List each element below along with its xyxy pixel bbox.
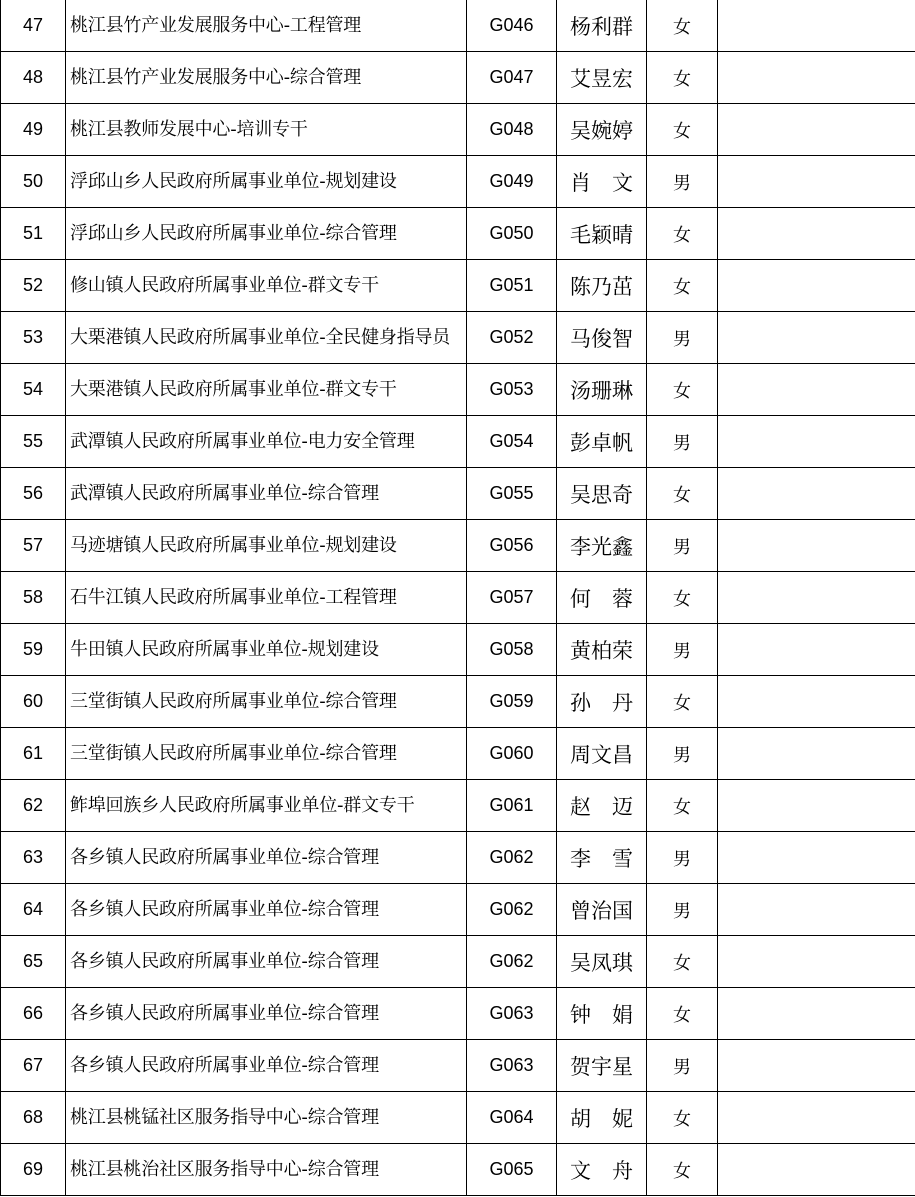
gender-cell: 女 [647,572,718,624]
gender-cell: 男 [647,1040,718,1092]
position-unit-cell: 修山镇人民政府所属事业单位-群文专干 [66,260,467,312]
candidate-name-cell: 孙 丹 [557,676,647,728]
position-unit-cell: 浮邱山乡人民政府所属事业单位-规划建设 [66,156,467,208]
row-number-cell: 60 [1,676,66,728]
row-number-cell: 47 [1,0,66,52]
roster-body [1,0,915,1196]
table-row [1,312,915,364]
gender-cell: 女 [647,936,718,988]
table-row [1,832,915,884]
position-unit-cell: 马迹塘镇人民政府所属事业单位-规划建设 [66,520,467,572]
remarks-cell [718,0,915,52]
table-row [1,988,915,1040]
row-number-cell: 67 [1,1040,66,1092]
table-row [1,416,915,468]
position-unit-cell: 各乡镇人民政府所属事业单位-综合管理 [66,1040,467,1092]
position-unit-cell: 武潭镇人民政府所属事业单位-综合管理 [66,468,467,520]
candidate-name-cell: 周文昌 [557,728,647,780]
row-number-cell: 66 [1,988,66,1040]
position-unit-cell: 桃江县桃治社区服务指导中心-综合管理 [66,1144,467,1196]
candidate-name-cell: 艾昱宏 [557,52,647,104]
remarks-cell [718,468,915,520]
position-unit-cell: 牛田镇人民政府所属事业单位-规划建设 [66,624,467,676]
table-row [1,936,915,988]
row-number-cell: 48 [1,52,66,104]
table-row [1,1092,915,1144]
position-unit-cell: 各乡镇人民政府所属事业单位-综合管理 [66,832,467,884]
position-code-cell: G060 [467,728,557,780]
table-row [1,1040,915,1092]
gender-cell: 男 [647,728,718,780]
position-unit-cell: 桃江县教师发展中心-培训专干 [66,104,467,156]
candidate-name-cell: 何 蓉 [557,572,647,624]
candidate-name-cell: 毛颖晴 [557,208,647,260]
position-unit-cell: 桃江县桃锰社区服务指导中心-综合管理 [66,1092,467,1144]
candidate-name-cell: 曾治国 [557,884,647,936]
remarks-cell [718,312,915,364]
position-unit-cell: 各乡镇人民政府所属事业单位-综合管理 [66,936,467,988]
position-code-cell: G050 [467,208,557,260]
table-row [1,104,915,156]
gender-cell: 男 [647,624,718,676]
position-code-cell: G065 [467,1144,557,1196]
remarks-cell [718,936,915,988]
table-row [1,1144,915,1196]
remarks-cell [718,416,915,468]
candidate-name-cell: 李光鑫 [557,520,647,572]
remarks-cell [718,832,915,884]
gender-cell: 女 [647,1144,718,1196]
position-unit-cell: 三堂街镇人民政府所属事业单位-综合管理 [66,676,467,728]
gender-cell: 男 [647,884,718,936]
row-number-cell: 64 [1,884,66,936]
position-code-cell: G062 [467,832,557,884]
position-unit-cell: 大栗港镇人民政府所属事业单位-群文专干 [66,364,467,416]
table-row [1,624,915,676]
candidate-name-cell: 贺宇星 [557,1040,647,1092]
table-row [1,0,915,52]
candidate-name-cell: 吴婉婷 [557,104,647,156]
row-number-cell: 51 [1,208,66,260]
position-code-cell: G047 [467,52,557,104]
row-number-cell: 65 [1,936,66,988]
table-row [1,260,915,312]
row-number-cell: 69 [1,1144,66,1196]
row-number-cell: 50 [1,156,66,208]
gender-cell: 女 [647,988,718,1040]
row-number-cell: 61 [1,728,66,780]
remarks-cell [718,520,915,572]
gender-cell: 男 [647,520,718,572]
position-code-cell: G051 [467,260,557,312]
candidate-name-cell: 吴凤琪 [557,936,647,988]
table-row [1,676,915,728]
position-unit-cell: 桃江县竹产业发展服务中心-工程管理 [66,0,467,52]
gender-cell: 女 [647,0,718,52]
row-number-cell: 55 [1,416,66,468]
position-code-cell: G062 [467,936,557,988]
gender-cell: 女 [647,104,718,156]
row-number-cell: 49 [1,104,66,156]
remarks-cell [718,884,915,936]
position-unit-cell: 浮邱山乡人民政府所属事业单位-综合管理 [66,208,467,260]
position-unit-cell: 石牛江镇人民政府所属事业单位-工程管理 [66,572,467,624]
position-code-cell: G048 [467,104,557,156]
candidate-name-cell: 文 舟 [557,1144,647,1196]
table-row [1,52,915,104]
candidate-name-cell: 杨利群 [557,0,647,52]
position-unit-cell: 各乡镇人民政府所属事业单位-综合管理 [66,988,467,1040]
position-unit-cell: 武潭镇人民政府所属事业单位-电力安全管理 [66,416,467,468]
row-number-cell: 53 [1,312,66,364]
row-number-cell: 57 [1,520,66,572]
gender-cell: 女 [647,208,718,260]
gender-cell: 女 [647,780,718,832]
remarks-cell [718,156,915,208]
row-number-cell: 58 [1,572,66,624]
table-row [1,728,915,780]
row-number-cell: 59 [1,624,66,676]
position-code-cell: G057 [467,572,557,624]
remarks-cell [718,208,915,260]
gender-cell: 男 [647,832,718,884]
remarks-cell [718,1144,915,1196]
position-code-cell: G063 [467,988,557,1040]
position-unit-cell: 鲊埠回族乡人民政府所属事业单位-群文专干 [66,780,467,832]
row-number-cell: 54 [1,364,66,416]
remarks-cell [718,780,915,832]
gender-cell: 女 [647,468,718,520]
gender-cell: 男 [647,312,718,364]
gender-cell: 女 [647,1092,718,1144]
gender-cell: 男 [647,156,718,208]
position-code-cell: G054 [467,416,557,468]
candidate-name-cell: 黄柏荣 [557,624,647,676]
position-unit-cell: 各乡镇人民政府所属事业单位-综合管理 [66,884,467,936]
position-code-cell: G059 [467,676,557,728]
candidate-name-cell: 吴思奇 [557,468,647,520]
position-unit-cell: 三堂街镇人民政府所属事业单位-综合管理 [66,728,467,780]
candidate-name-cell: 马俊智 [557,312,647,364]
position-code-cell: G056 [467,520,557,572]
gender-cell: 女 [647,260,718,312]
table-row [1,780,915,832]
remarks-cell [718,1040,915,1092]
candidate-name-cell: 胡 妮 [557,1092,647,1144]
candidate-name-cell: 肖 文 [557,156,647,208]
row-number-cell: 68 [1,1092,66,1144]
table-row [1,468,915,520]
row-number-cell: 63 [1,832,66,884]
remarks-cell [718,260,915,312]
candidate-name-cell: 李 雪 [557,832,647,884]
position-code-cell: G064 [467,1092,557,1144]
candidate-name-cell: 汤珊琳 [557,364,647,416]
candidate-name-cell: 钟 娟 [557,988,647,1040]
position-unit-cell: 桃江县竹产业发展服务中心-综合管理 [66,52,467,104]
position-code-cell: G049 [467,156,557,208]
position-code-cell: G055 [467,468,557,520]
candidate-name-cell: 陈乃茁 [557,260,647,312]
candidate-name-cell: 彭卓帆 [557,416,647,468]
candidate-name-cell: 赵 迈 [557,780,647,832]
gender-cell: 女 [647,364,718,416]
position-unit-cell: 大栗港镇人民政府所属事业单位-全民健身指导员 [66,312,467,364]
remarks-cell [718,1092,915,1144]
position-code-cell: G061 [467,780,557,832]
remarks-cell [718,572,915,624]
remarks-cell [718,728,915,780]
row-number-cell: 56 [1,468,66,520]
position-code-cell: G063 [467,1040,557,1092]
table-row [1,208,915,260]
remarks-cell [718,624,915,676]
position-code-cell: G062 [467,884,557,936]
table-row [1,364,915,416]
remarks-cell [718,364,915,416]
position-code-cell: G058 [467,624,557,676]
remarks-cell [718,104,915,156]
gender-cell: 女 [647,52,718,104]
remarks-cell [718,988,915,1040]
table-row [1,884,915,936]
remarks-cell [718,676,915,728]
position-code-cell: G052 [467,312,557,364]
remarks-cell [718,52,915,104]
position-code-cell: G046 [467,0,557,52]
table-row [1,572,915,624]
table-row [1,520,915,572]
row-number-cell: 62 [1,780,66,832]
row-number-cell: 52 [1,260,66,312]
gender-cell: 男 [647,416,718,468]
gender-cell: 女 [647,676,718,728]
position-code-cell: G053 [467,364,557,416]
table-row [1,156,915,208]
